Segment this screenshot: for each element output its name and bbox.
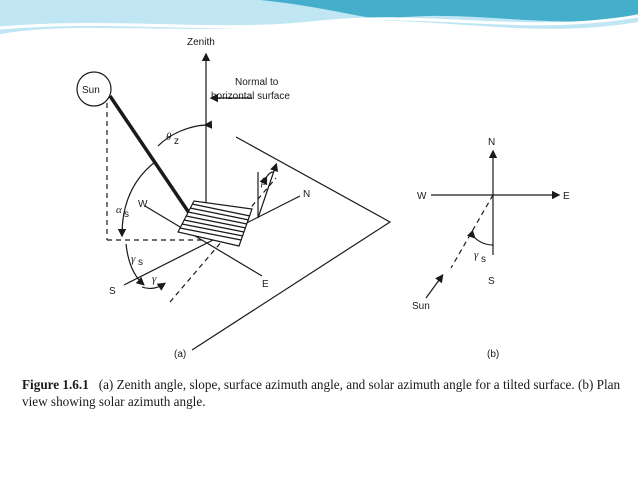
sun-label-b: Sun bbox=[412, 301, 430, 312]
normal-label-line1: Normal to bbox=[235, 77, 279, 88]
sun-direction-dashed-b bbox=[451, 195, 493, 268]
west-label-a: W bbox=[138, 199, 148, 210]
slope-label: β bbox=[261, 176, 267, 188]
figure-number: Figure 1.6.1 bbox=[22, 377, 89, 392]
normal-label-line2: horizontal surface bbox=[211, 91, 290, 102]
south-label-a: S bbox=[109, 286, 116, 297]
diagram-a-labels bbox=[82, 37, 310, 360]
east-label-a: E bbox=[262, 279, 269, 290]
tilted-surface bbox=[178, 201, 252, 246]
sun-ray-b bbox=[426, 276, 442, 298]
surface-azimuth-label: γ bbox=[152, 273, 157, 285]
solar-azimuth-arc-b bbox=[474, 237, 493, 245]
panel-label-a: (a) bbox=[174, 349, 187, 360]
south-label-b: S bbox=[488, 276, 495, 287]
altitude-angle-subscript: s bbox=[124, 209, 129, 220]
altitude-angle-label: α bbox=[116, 204, 122, 216]
east-label-b: E bbox=[563, 191, 570, 202]
diagram-b-labels bbox=[412, 137, 570, 360]
zenith-angle-subscript: z bbox=[174, 136, 179, 147]
solar-azimuth-label: γ bbox=[131, 253, 136, 265]
caption-text: (a) Zenith angle, slope, surface azimuth angle, and solar azimuth angle for a tilted surface. (b) Plan view showing solar azimuth angle. bbox=[22, 377, 621, 409]
sun-label: Sun bbox=[82, 85, 100, 96]
north-label-a: N bbox=[303, 189, 311, 200]
zenith-angle-label: θ bbox=[166, 131, 172, 143]
ground-plane bbox=[192, 137, 390, 350]
west-label-b: W bbox=[417, 191, 427, 202]
solar-azimuth-label-b: γ bbox=[474, 249, 479, 261]
solar-azimuth-subscript: s bbox=[138, 257, 143, 268]
north-label-b: N bbox=[488, 137, 496, 148]
figure-caption bbox=[22, 376, 622, 410]
zenith-label: Zenith bbox=[187, 37, 215, 48]
panel-label-b: (b) bbox=[487, 349, 500, 360]
solar-azimuth-subscript-b: s bbox=[481, 254, 486, 265]
